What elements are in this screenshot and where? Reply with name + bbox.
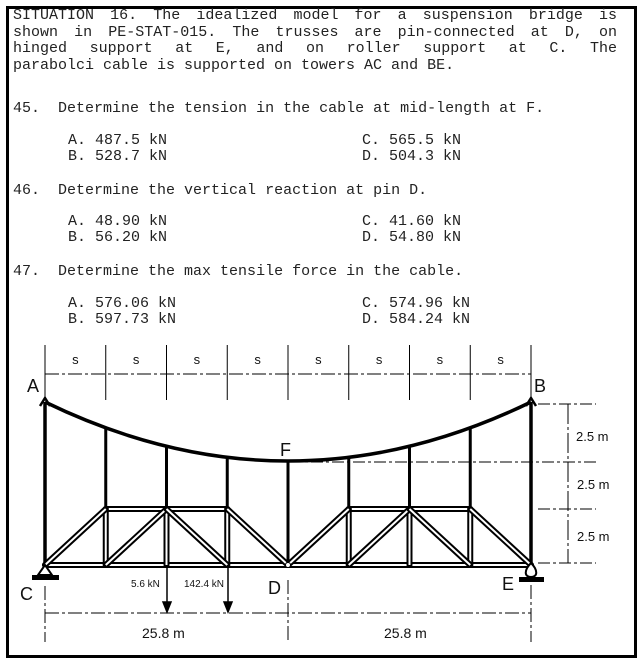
option-letter: C.	[362, 213, 381, 230]
point-label-b: B	[534, 376, 547, 396]
spacing-label: s	[193, 352, 201, 367]
question-number: 47.	[13, 263, 41, 280]
span-dimension-group	[45, 580, 531, 642]
option-value: 574.96 kN	[389, 295, 471, 312]
option-value: 41.60 kN	[389, 213, 462, 230]
span-label: 25.8 m	[384, 625, 427, 641]
spacing-label: s	[315, 352, 322, 367]
point-label-f: F	[280, 440, 291, 460]
option-value: 576.06 kN	[95, 295, 177, 312]
truss-diagonal-inner	[45, 509, 106, 565]
point-label-c: C	[20, 584, 33, 604]
option-letter: C.	[362, 295, 381, 312]
option-value: 54.80 kN	[389, 229, 462, 246]
truss-diagonal-inner	[410, 509, 471, 565]
option-value: 584.24 kN	[389, 311, 471, 328]
question-number: 45.	[13, 100, 41, 117]
spacing-label: s	[254, 352, 261, 367]
option-value: 597.73 kN	[95, 311, 177, 328]
load-label: 5.6 kN	[131, 579, 160, 590]
point-label-a: A	[27, 376, 40, 396]
truss-diagonal-inner	[227, 509, 288, 565]
spacing-label: s	[375, 352, 383, 367]
option-value: 565.5 kN	[389, 132, 462, 149]
option-letter: D.	[362, 148, 381, 165]
truss-structure	[45, 402, 531, 565]
option-value: 56.20 kN	[95, 229, 168, 246]
truss-diagonal-inner	[106, 509, 167, 565]
spacing-label: s	[72, 352, 79, 367]
question-text: Determine the vertical reaction at pin D.	[58, 182, 428, 199]
question-number: 46.	[13, 182, 41, 199]
height-label: 2.5 m	[577, 477, 610, 492]
option-value: 48.90 kN	[95, 213, 168, 230]
option-value: 528.7 kN	[95, 148, 168, 165]
option-letter: A.	[68, 295, 87, 312]
option-letter: D.	[362, 229, 381, 246]
situation-line: parabolci cable is supported on towers AC and BE.	[13, 56, 455, 74]
situation-line: shown in PE-STAT-015. The trusses are pin-connected at D, on	[13, 23, 617, 41]
load-label: 142.4 kN	[184, 579, 225, 590]
option-letter: B.	[68, 148, 87, 165]
span-label: 25.8 m	[142, 625, 185, 641]
option-letter: B.	[68, 311, 87, 328]
point-label-d: D	[268, 578, 281, 598]
truss-diagonal-inner	[288, 509, 349, 565]
option-letter: C.	[362, 132, 381, 149]
question-text: Determine the max tensile force in the cable.	[58, 263, 464, 280]
option-value: 504.3 kN	[389, 148, 462, 165]
truss-diagonal-inner	[349, 509, 410, 565]
spacing-label: s	[436, 352, 444, 367]
point-label-e: E	[502, 574, 515, 594]
height-label: 2.5 m	[577, 529, 610, 544]
spacing-label: s	[497, 352, 504, 367]
spacing-label: s	[132, 352, 140, 367]
question-text: Determine the tension in the cable at mid-length at F.	[58, 100, 545, 117]
option-letter: A.	[68, 213, 87, 230]
situation-line: SITUATION 16. The idealized model for a suspension bridge is	[13, 7, 617, 24]
height-label: 2.5 m	[576, 429, 609, 444]
option-letter: D.	[362, 311, 381, 328]
pin-d	[286, 563, 291, 568]
option-letter: B.	[68, 229, 87, 246]
truss-diagonal-inner	[470, 509, 531, 565]
spacing-dimension-group	[45, 345, 531, 400]
situation-line: hinged support at E, and on roller support at C. The	[13, 40, 617, 57]
option-value: 487.5 kN	[95, 132, 168, 149]
option-letter: A.	[68, 132, 87, 149]
truss-diagonal-inner	[167, 509, 228, 565]
